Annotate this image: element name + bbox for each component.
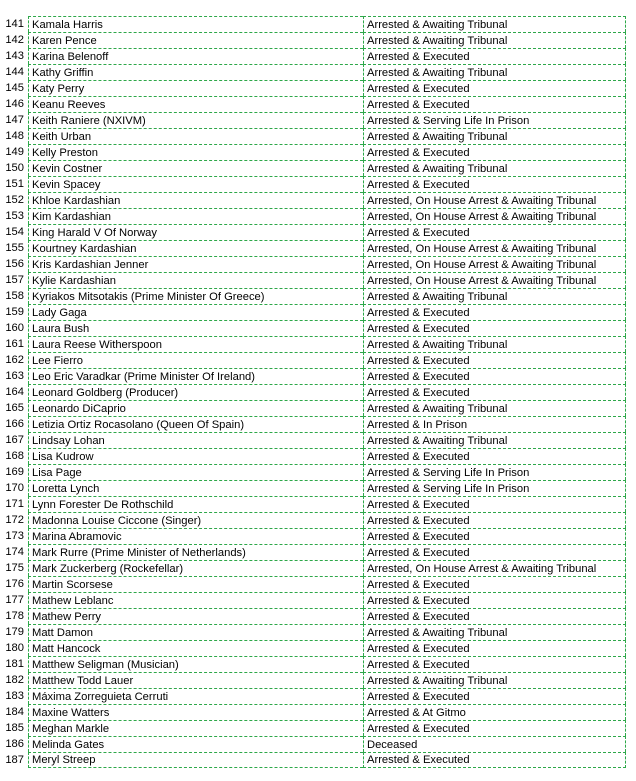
status-cell: Arrested & Executed xyxy=(363,720,626,736)
row-number: 159 xyxy=(5,306,24,318)
person-name-cell: Matthew Todd Lauer xyxy=(28,672,363,688)
status-cell: Arrested, On House Arrest & Awaiting Tribunal xyxy=(363,240,626,256)
table-row xyxy=(0,560,626,576)
row-number: 185 xyxy=(5,722,24,734)
status-cell: Arrested & Executed xyxy=(363,80,626,96)
table-row xyxy=(0,720,626,736)
table-row xyxy=(0,336,626,352)
status-cell: Arrested & Executed xyxy=(363,592,626,608)
person-name-cell: Kevin Spacey xyxy=(28,176,363,192)
status-cell: Arrested & Awaiting Tribunal xyxy=(363,432,626,448)
row-number: 158 xyxy=(5,290,24,302)
row-number: 144 xyxy=(5,66,24,78)
status-cell: Arrested & Awaiting Tribunal xyxy=(363,128,626,144)
person-name-cell: Mark Rurre (Prime Minister of Netherlands) xyxy=(28,544,363,560)
person-name-cell: Máxima Zorreguieta Cerruti xyxy=(28,688,363,704)
table-row xyxy=(0,656,626,672)
row-number: 167 xyxy=(5,434,24,446)
table-row xyxy=(0,608,626,624)
table-row xyxy=(0,432,626,448)
table-row xyxy=(0,672,626,688)
row-number: 149 xyxy=(5,146,24,158)
status-cell: Arrested & Executed xyxy=(363,176,626,192)
status-cell: Arrested & Executed xyxy=(363,352,626,368)
person-name-cell: Lindsay Lohan xyxy=(28,432,363,448)
row-number: 142 xyxy=(5,34,24,46)
status-cell: Arrested, On House Arrest & Awaiting Tribunal xyxy=(363,272,626,288)
status-cell: Arrested & Executed xyxy=(363,384,626,400)
status-cell: Arrested & Executed xyxy=(363,608,626,624)
table-row xyxy=(0,48,626,64)
person-name-cell: Kelly Preston xyxy=(28,144,363,160)
status-cell: Arrested, On House Arrest & Awaiting Tribunal xyxy=(363,560,626,576)
person-name-cell: Leonardo DiCaprio xyxy=(28,400,363,416)
person-name-cell: Lynn Forester De Rothschild xyxy=(28,496,363,512)
table-row xyxy=(0,176,626,192)
table-row xyxy=(0,496,626,512)
status-cell: Arrested & Awaiting Tribunal xyxy=(363,400,626,416)
person-name-cell: Kylie Kardashian xyxy=(28,272,363,288)
person-name-cell: Kamala Harris xyxy=(28,16,363,32)
status-cell: Arrested, On House Arrest & Awaiting Tribunal xyxy=(363,256,626,272)
table-row xyxy=(0,64,626,80)
person-name-cell: Martin Scorsese xyxy=(28,576,363,592)
table-row xyxy=(0,288,626,304)
status-cell: Arrested & Executed xyxy=(363,224,626,240)
row-number: 152 xyxy=(5,194,24,206)
person-name-cell: Loretta Lynch xyxy=(28,480,363,496)
table-row xyxy=(0,464,626,480)
status-cell: Arrested & Awaiting Tribunal xyxy=(363,672,626,688)
row-number: 154 xyxy=(5,226,24,238)
status-cell: Arrested & Executed xyxy=(363,688,626,704)
table-row xyxy=(0,368,626,384)
row-number: 183 xyxy=(5,690,24,702)
row-number: 173 xyxy=(5,530,24,542)
status-cell: Arrested, On House Arrest & Awaiting Tribunal xyxy=(363,208,626,224)
table-row xyxy=(0,112,626,128)
roster-table-body xyxy=(0,16,626,768)
table-row xyxy=(0,160,626,176)
table-row xyxy=(0,544,626,560)
person-name-cell: Mathew Perry xyxy=(28,608,363,624)
table-row xyxy=(0,144,626,160)
status-cell: Arrested & Executed xyxy=(363,528,626,544)
row-number: 162 xyxy=(5,354,24,366)
status-cell: Arrested & Awaiting Tribunal xyxy=(363,160,626,176)
person-name-cell: Matt Hancock xyxy=(28,640,363,656)
person-name-cell: Matt Damon xyxy=(28,624,363,640)
status-cell: Deceased xyxy=(363,736,626,752)
status-cell: Arrested & At Gitmo xyxy=(363,704,626,720)
table-row xyxy=(0,224,626,240)
status-cell: Arrested & Executed xyxy=(363,304,626,320)
status-cell: Arrested & Awaiting Tribunal xyxy=(363,288,626,304)
person-name-cell: Leo Eric Varadkar (Prime Minister Of Ireland) xyxy=(28,368,363,384)
person-name-cell: Laura Bush xyxy=(28,320,363,336)
table-row xyxy=(0,688,626,704)
table-row xyxy=(0,240,626,256)
person-name-cell: Meghan Markle xyxy=(28,720,363,736)
table-row xyxy=(0,208,626,224)
table-row xyxy=(0,304,626,320)
row-number: 181 xyxy=(5,658,24,670)
status-cell: Arrested & Awaiting Tribunal xyxy=(363,624,626,640)
row-number: 187 xyxy=(5,754,24,766)
row-number: 157 xyxy=(5,274,24,286)
person-name-cell: Lisa Kudrow xyxy=(28,448,363,464)
table-row xyxy=(0,128,626,144)
row-number: 143 xyxy=(5,50,24,62)
row-number: 147 xyxy=(5,114,24,126)
status-cell: Arrested & Executed xyxy=(363,576,626,592)
row-number: 155 xyxy=(5,242,24,254)
person-name-cell: Madonna Louise Ciccone (Singer) xyxy=(28,512,363,528)
person-name-cell: Keith Raniere (NXIVM) xyxy=(28,112,363,128)
person-name-cell: Mark Zuckerberg (Rockefellar) xyxy=(28,560,363,576)
person-name-cell: Mathew Leblanc xyxy=(28,592,363,608)
table-row xyxy=(0,528,626,544)
person-name-cell: Kourtney Kardashian xyxy=(28,240,363,256)
row-number: 151 xyxy=(5,178,24,190)
status-cell: Arrested & Serving Life In Prison xyxy=(363,480,626,496)
person-name-cell: Keith Urban xyxy=(28,128,363,144)
row-number: 184 xyxy=(5,706,24,718)
row-number: 170 xyxy=(5,482,24,494)
person-name-cell: Kathy Griffin xyxy=(28,64,363,80)
status-cell: Arrested, On House Arrest & Awaiting Tribunal xyxy=(363,192,626,208)
status-cell: Arrested & In Prison xyxy=(363,416,626,432)
person-name-cell: Maxine Watters xyxy=(28,704,363,720)
row-number: 166 xyxy=(5,418,24,430)
row-number: 150 xyxy=(5,162,24,174)
row-number: 141 xyxy=(5,18,24,30)
document-page xyxy=(0,16,636,768)
table-row xyxy=(0,272,626,288)
table-row xyxy=(0,416,626,432)
status-cell: Arrested & Executed xyxy=(363,640,626,656)
table-row xyxy=(0,352,626,368)
person-name-cell: Kim Kardashian xyxy=(28,208,363,224)
person-name-cell: Karina Belenoff xyxy=(28,48,363,64)
row-number: 160 xyxy=(5,322,24,334)
person-name-cell: Karen Pence xyxy=(28,32,363,48)
table-row xyxy=(0,736,626,752)
row-number: 163 xyxy=(5,370,24,382)
row-number: 182 xyxy=(5,674,24,686)
row-number: 172 xyxy=(5,514,24,526)
person-name-cell: Katy Perry xyxy=(28,80,363,96)
table-row xyxy=(0,16,626,32)
table-row xyxy=(0,752,626,768)
row-number: 180 xyxy=(5,642,24,654)
person-name-cell: Kevin Costner xyxy=(28,160,363,176)
row-number: 164 xyxy=(5,386,24,398)
table-row xyxy=(0,592,626,608)
person-name-cell: Keanu Reeves xyxy=(28,96,363,112)
person-name-cell: Kris Kardashian Jenner xyxy=(28,256,363,272)
row-number: 148 xyxy=(5,130,24,142)
table-row xyxy=(0,624,626,640)
row-number: 175 xyxy=(5,562,24,574)
status-cell: Arrested & Awaiting Tribunal xyxy=(363,64,626,80)
table-row xyxy=(0,192,626,208)
status-cell: Arrested & Executed xyxy=(363,448,626,464)
table-row xyxy=(0,256,626,272)
status-cell: Arrested & Awaiting Tribunal xyxy=(363,16,626,32)
status-cell: Arrested & Executed xyxy=(363,656,626,672)
person-name-cell: Meryl Streep xyxy=(28,752,363,768)
row-number: 165 xyxy=(5,402,24,414)
table-row xyxy=(0,480,626,496)
row-number: 161 xyxy=(5,338,24,350)
status-cell: Arrested & Executed xyxy=(363,496,626,512)
status-cell: Arrested & Serving Life In Prison xyxy=(363,112,626,128)
row-number: 168 xyxy=(5,450,24,462)
row-number: 153 xyxy=(5,210,24,222)
row-number: 176 xyxy=(5,578,24,590)
row-number: 174 xyxy=(5,546,24,558)
roster-table xyxy=(0,16,626,768)
status-cell: Arrested & Awaiting Tribunal xyxy=(363,336,626,352)
row-number: 177 xyxy=(5,594,24,606)
table-row xyxy=(0,448,626,464)
row-number: 156 xyxy=(5,258,24,270)
table-row xyxy=(0,704,626,720)
person-name-cell: Letizia Ortiz Rocasolano (Queen Of Spain) xyxy=(28,416,363,432)
person-name-cell: Leonard Goldberg (Producer) xyxy=(28,384,363,400)
status-cell: Arrested & Executed xyxy=(363,96,626,112)
row-number: 171 xyxy=(5,498,24,510)
person-name-cell: Matthew Seligman (Musician) xyxy=(28,656,363,672)
status-cell: Arrested & Executed xyxy=(363,320,626,336)
table-row xyxy=(0,320,626,336)
status-cell: Arrested & Awaiting Tribunal xyxy=(363,32,626,48)
person-name-cell: Lady Gaga xyxy=(28,304,363,320)
table-row xyxy=(0,400,626,416)
status-cell: Arrested & Executed xyxy=(363,48,626,64)
row-number: 145 xyxy=(5,82,24,94)
table-row xyxy=(0,384,626,400)
table-row xyxy=(0,96,626,112)
status-cell: Arrested & Executed xyxy=(363,144,626,160)
person-name-cell: Kyriakos Mitsotakis (Prime Minister Of Greece) xyxy=(28,288,363,304)
row-number: 178 xyxy=(5,610,24,622)
status-cell: Arrested & Executed xyxy=(363,544,626,560)
status-cell: Arrested & Executed xyxy=(363,752,626,768)
person-name-cell: Lisa Page xyxy=(28,464,363,480)
person-name-cell: Khloe Kardashian xyxy=(28,192,363,208)
row-number: 169 xyxy=(5,466,24,478)
row-number: 146 xyxy=(5,98,24,110)
table-row xyxy=(0,576,626,592)
status-cell: Arrested & Serving Life In Prison xyxy=(363,464,626,480)
person-name-cell: Marina Abramovic xyxy=(28,528,363,544)
row-number: 179 xyxy=(5,626,24,638)
status-cell: Arrested & Executed xyxy=(363,368,626,384)
person-name-cell: Melinda Gates xyxy=(28,736,363,752)
row-number: 186 xyxy=(5,738,24,750)
status-cell: Arrested & Executed xyxy=(363,512,626,528)
person-name-cell: Lee Fierro xyxy=(28,352,363,368)
person-name-cell: Laura Reese Witherspoon xyxy=(28,336,363,352)
table-row xyxy=(0,640,626,656)
table-row xyxy=(0,80,626,96)
table-row xyxy=(0,32,626,48)
table-row xyxy=(0,512,626,528)
person-name-cell: King Harald V Of Norway xyxy=(28,224,363,240)
